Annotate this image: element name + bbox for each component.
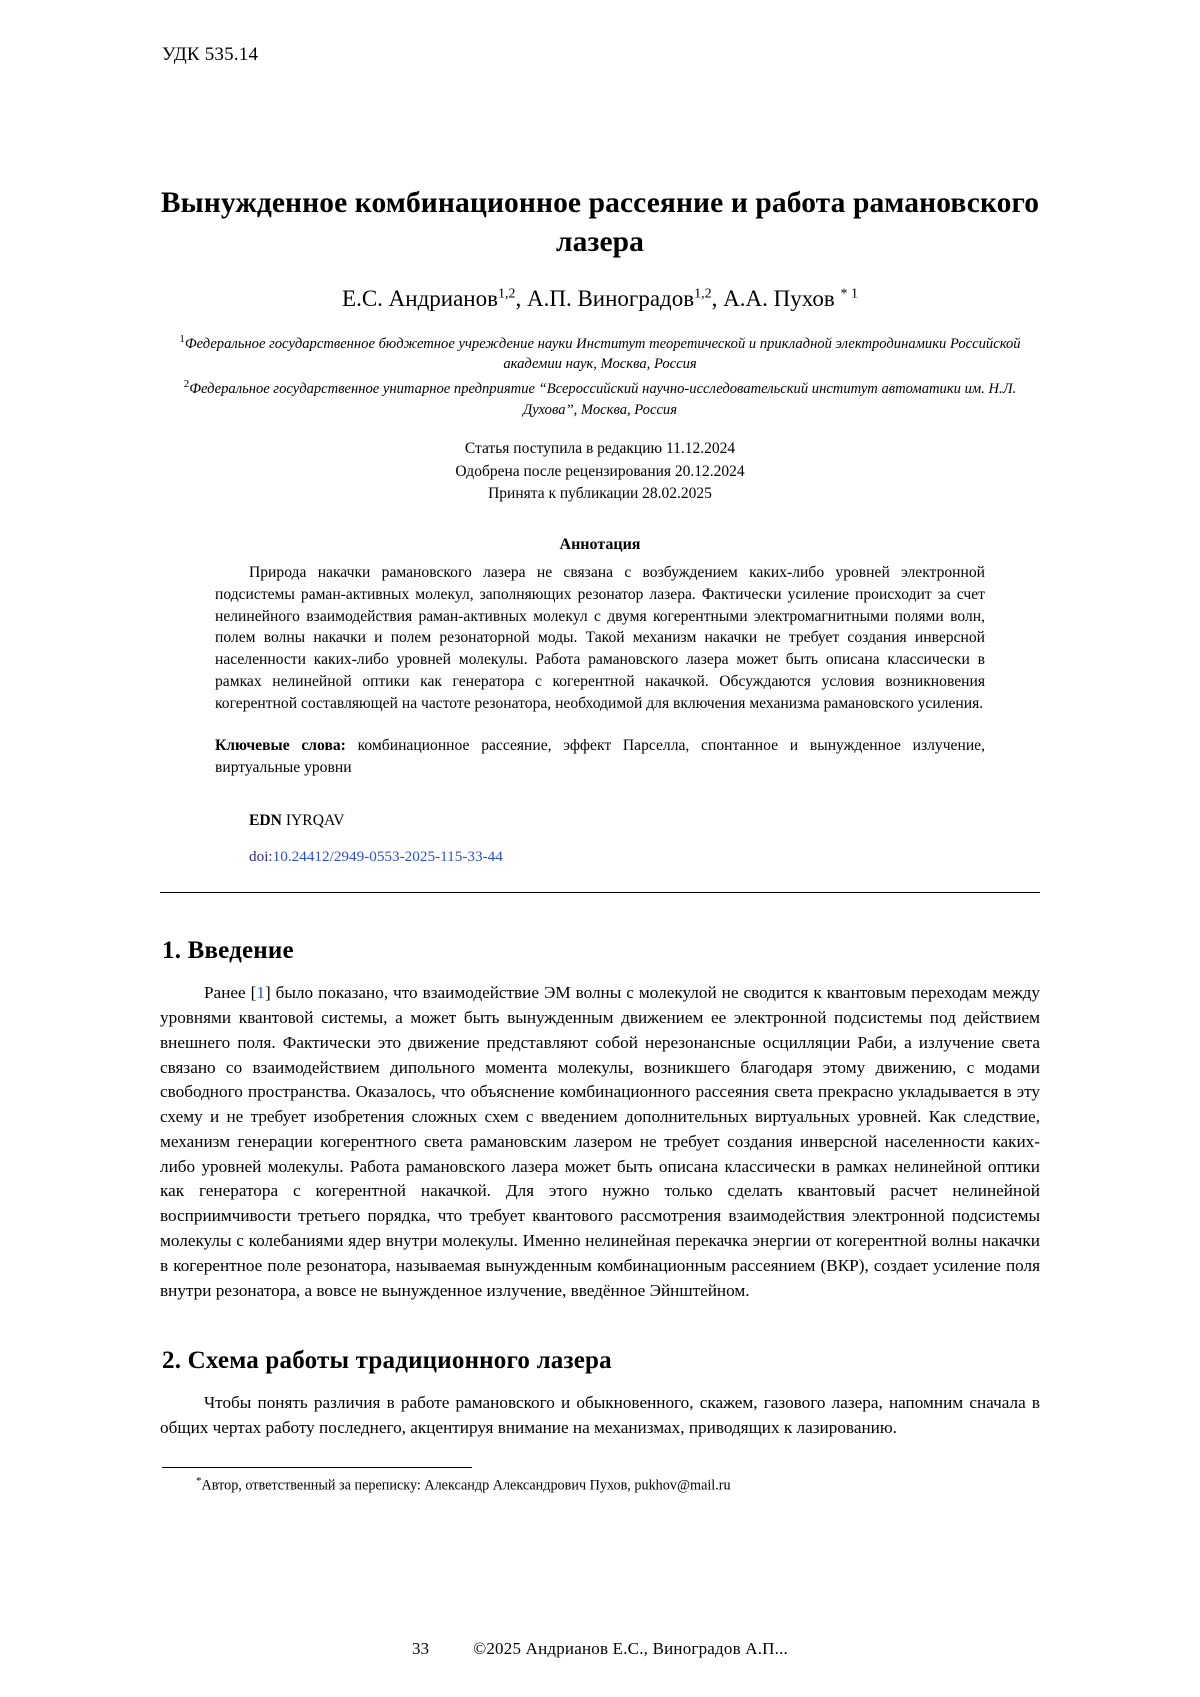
- paper-title: Вынужденное комбинационное рассеяние и работа рамановского лазера: [160, 187, 1040, 258]
- date-received: Статья поступила в редакцию 11.12.2024: [464, 440, 736, 458]
- keywords-line: [215, 735, 985, 779]
- affiliation-1-mark: 1: [179, 332, 185, 345]
- section-2-paragraph-1: Чтобы понять различия в работе рамановского и обыкновенного, скажем, газового лазера, напомним сначала в общих чертах работу последнего, акцентируя внимание на механизмах, приводящих к лазированию.: [160, 1393, 1040, 1438]
- doi-line: [249, 848, 985, 866]
- affiliation-2: $^2$Федеральное государственное унитарное предприятие “Всероссийский научно-исследовательский институт автоматики им. Н.Л. Духова”, Москва, Россия: [183, 378, 1017, 418]
- author-3-affil-mark: * 1: [840, 286, 858, 302]
- edn-line: [249, 812, 985, 830]
- keywords-label: Ключевые слова:: [215, 736, 346, 754]
- section-heading-2: 2. Схема работы традиционного лазера: [162, 1347, 612, 1375]
- footnote-text: Автор, ответственный за переписку: Александр Александрович Пухов, pukhov@mail.ru: [201, 1477, 731, 1494]
- abstract-block: [215, 536, 985, 866]
- author-list: Е.С. Андрианов$^{1,2}$, А.П. Виноградов$^{1,2}$, А.А. Пухов $^{* 1}$: [342, 285, 858, 311]
- copyright-line: [473, 1639, 788, 1658]
- doi-label: doi:: [249, 848, 273, 866]
- author-2-affil-mark: 1,2: [694, 286, 712, 302]
- abstract-heading: Аннотация: [559, 535, 641, 553]
- section-heading-1: 1. Введение: [162, 937, 294, 965]
- author-3: А.А. Пухов $^{* 1}$: [723, 285, 858, 311]
- corresponding-author-footnote: [196, 1475, 1040, 1495]
- header-divider: [160, 892, 1040, 893]
- author-2: А.П. Виноградов$^{1,2}$: [526, 285, 712, 311]
- author-1-affil-mark: 1,2: [497, 286, 516, 302]
- page-footer: [0, 1639, 1200, 1659]
- affiliation-1: $^1$Федеральное государственное бюджетное учреждение науки Институт теоретической и прикладной электродинамики Российской академии наук, Москва, Россия: [179, 332, 1021, 373]
- udk-code: УДК 535.14: [162, 44, 259, 65]
- edn-value: IYRQAV: [285, 812, 345, 830]
- page-content: [160, 44, 1040, 1495]
- author-1: Е.С. Андрианов$^{1,2}$: [342, 285, 516, 311]
- date-reviewed: Одобрена после рецензирования 20.12.2024: [455, 462, 745, 480]
- citation-ref-1[interactable]: 1: [256, 983, 265, 1003]
- copyright-text: 2025 Андрианов Е.С., Виноградов А.П...: [486, 1639, 789, 1658]
- doi-link[interactable]: 10.24412/2949-0553-2025-115-33-44: [272, 848, 503, 866]
- abstract-text: Природа накачки рамановского лазера не связана с возбуждением каких-либо уровней электронной подсистемы раман-активных молекул, заполняющих резонатор лазера. Фактически усиление происходит за счет нелинейного взаимодействия раман-активных молекул с двумя когерентными электромагнитными полями волн, полем волны накачки и полем резонаторной моды. Такой механизм накачки не требует создания инверсной населенности каких-либо уровней молекулы. Работа рамановского лазера может быть описана классически в рамках нелинейной оптики как генератора с когерентной накачкой. Обсуждаются условия возникновения когерентной составляющей на частоте резонатора, необходимой для включения механизма рамановского усиления.: [215, 563, 985, 712]
- keywords-value: комбинационное рассеяние, эффект Парселла, спонтанное и вынужденное излучение, виртуальные уровни: [215, 736, 985, 776]
- affiliation-2-mark: 2: [183, 378, 190, 391]
- affiliations: [160, 332, 1040, 421]
- footnote-divider: [162, 1467, 472, 1468]
- publication-dates: [160, 438, 1040, 505]
- section-1-paragraph-1: Ранее [1] было показано, что взаимодействие ЭМ волны с молекулой не сводится к квантовым переходам между уровнями квантовой системы, а может быть вынужденным движением ее электронной подсистемы под действием внешнего поля. Фактически это движение представляют собой нерезонансные осцилляции Раби, а излучение света связано со взаимодействием дипольного момента молекулы, возникшего благодаря этому движению, с модами свободного пространства. Оказалось, что объяснение комбинационного рассеяния света прекрасно укладывается в эту схему и не требует изобретения сложных схем с введением дополнительных виртуальных уровней. Как следствие, механизм генерации когерентного света рамановским лазером не требует создания инверсной населенности каких-либо уровней молекулы. Работа рамановского лазера может быть описана классически в рамках нелинейной оптики как генератора с когерентной накачкой. Для этого нужно только сделать квантовый расчет нелинейной восприимчивости третьего порядка, что требует квантового рассмотрения взаимодействия электронной подсистемы молекулы с колебаниями ядер внутри молекулы. Именно нелинейная перекачка энергии от когерентной волны накачки в когерентное поле резонатора, называемая вынужденным комбинационным рассеянием (ВКР), создает усиление поля внутри резонатора, а вовсе не вынужденное излучение, введённое Эйнштейном.: [160, 983, 1040, 1300]
- edn-label: EDN: [249, 812, 282, 830]
- footnote-marker: *: [196, 1474, 202, 1487]
- page-number: 33: [411, 1639, 429, 1658]
- date-accepted: Принята к публикации 28.02.2025: [488, 485, 712, 503]
- copyright-icon: ©: [473, 1639, 487, 1658]
